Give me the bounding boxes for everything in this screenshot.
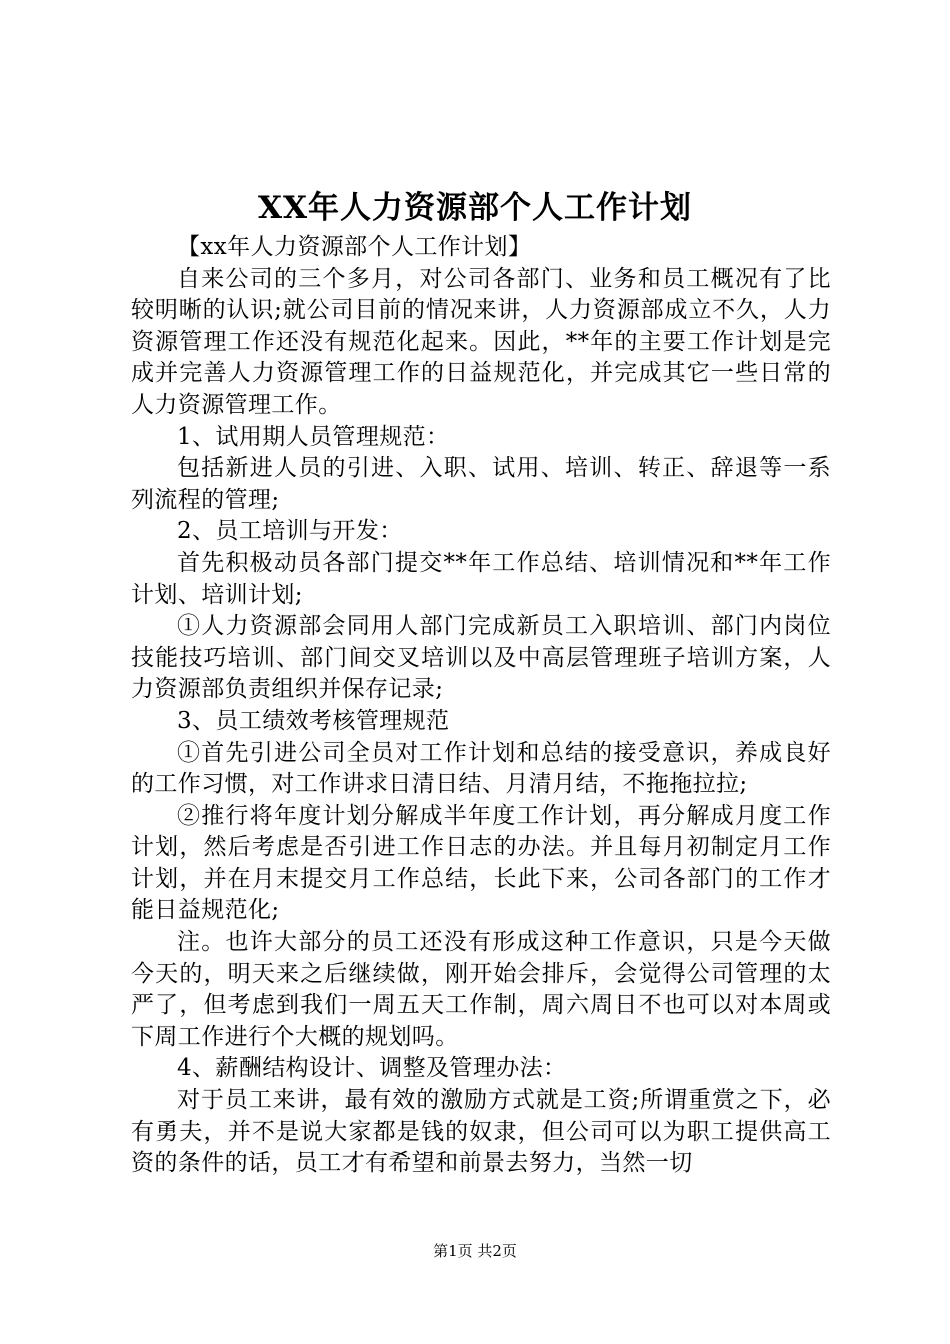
performance-item-1: ①首先引进公司全员对工作计划和总结的接受意识，养成良好的工作习惯，对工作讲求日清日结、月清月结，不拖拖拉拉; — [131, 739, 831, 798]
training-item-1: ①人力资源部会同用人部门完成新员工入职培训、部门内岗位技能技巧培训、部门间交叉培训以及中高层管理班子培训方案，人力资源部负责组织并保存记录; — [131, 613, 831, 703]
salary-paragraph: 对于员工来讲，最有效的激励方式就是工资;所谓重赏之下，必有勇夫，并不是说大家都是钱的奴隶，但公司可以为职工提供高工资的条件的话，员工才有希望和前景去努力，当然一切 — [131, 1087, 831, 1177]
page-footer: 第1页 共2页 — [433, 1242, 517, 1260]
performance-note: 注。也许大部分的员工还没有形成这种工作意识，只是今天做今天的，明天来之后继续做，刚开始会排斥，会觉得公司管理的太严了，但考虑到我们一周五天工作制，周六周日不也可以对本周或下周工作进行个大概的规划吗。 — [131, 929, 831, 1050]
subtitle-bracket: 【xx年人力资源部个人工作计划】 — [177, 234, 532, 260]
section-heading-training: 2、员工培训与开发： — [177, 518, 403, 545]
performance-item-2: ②推行将年度计划分解成半年度工作计划，再分解成月度工作计划，然后考虑是否引进工作日志的办法。并且每月初制定月工作计划，并在月末提交月工作总结，长此下来，公司各部门的工作才能日益规范化; — [131, 802, 831, 924]
document-body — [131, 232, 831, 1180]
training-paragraph: 首先积极动员各部门提交**年工作总结、培训情况和**年工作计划、培训计划; — [131, 549, 831, 608]
probation-paragraph: 包括新进人员的引进、入职、试用、培训、转正、辞退等一系列流程的管理; — [131, 455, 831, 513]
intro-paragraph: 自来公司的三个多月，对公司各部门、业务和员工概况有了比较明晰的认识;就公司目前的情况来讲，人力资源部成立不久，人力资源管理工作还没有规范化起来。因此，**年的主要工作计划是完成并完善人力资源管理工作的日益规范化，并完成其它一些日常的人力资源管理工作。 — [131, 265, 831, 418]
section-heading-performance: 3、员工绩效考核管理规范 — [177, 707, 450, 734]
document-title: XX年人力资源部个人工作计划 — [257, 190, 693, 226]
section-heading-salary: 4、薪酬结构设计、调整及管理办法： — [177, 1055, 567, 1082]
section-heading-probation: 1、试用期人员管理规范： — [177, 423, 450, 450]
